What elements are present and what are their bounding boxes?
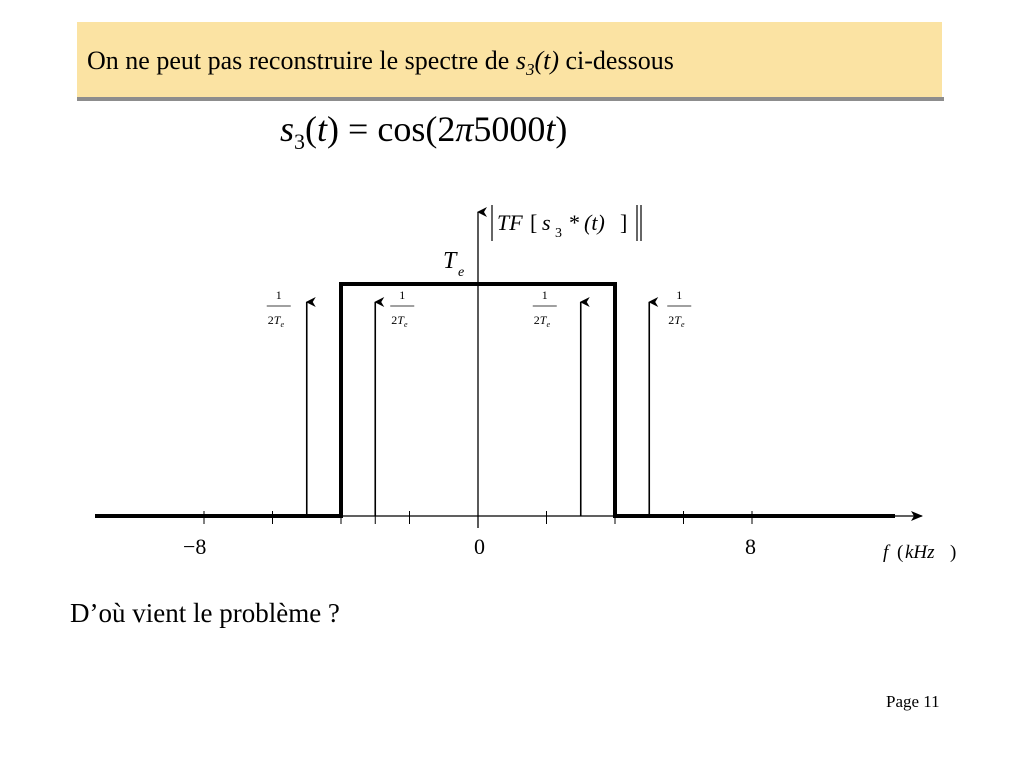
page-number: Page 11 <box>886 692 940 711</box>
svg-text:kHz: kHz <box>905 542 935 563</box>
svg-text:1: 1 <box>399 288 406 302</box>
svg-text:2Te: $2T_e$ <box>668 313 685 329</box>
svg-text:T: T <box>443 248 457 274</box>
x-tick-label: 0 <box>474 534 485 559</box>
svg-text:[: [ <box>530 210 538 235</box>
svg-text:e: e <box>458 265 465 280</box>
svg-text:f: f <box>883 542 889 563</box>
x-tick-label: −8 <box>183 534 207 559</box>
impulse-weight-label <box>267 288 291 329</box>
x-axis-label <box>883 542 956 563</box>
x-tick-label: 8 <box>745 534 756 559</box>
plateau-label <box>443 248 464 280</box>
svg-text:3: 3 <box>555 226 562 241</box>
svg-text:): ) <box>950 542 957 563</box>
svg-text:2Te: $2T_e$ <box>533 313 550 329</box>
signal-formula: $s_3(t) = \cos(2\pi 5000t)$ <box>280 109 568 155</box>
impulse-weight-label <box>533 288 557 329</box>
svg-text:*: * <box>569 210 580 235</box>
impulse-labels <box>267 288 692 329</box>
svg-text:1: 1 <box>541 288 548 302</box>
y-axis-label <box>492 205 641 241</box>
rect-spectrum <box>95 284 895 516</box>
svg-text:2Te: $2T_e$ <box>267 313 284 329</box>
svg-text:1: 1 <box>676 288 683 302</box>
question-text: D’où vient le problème ? <box>70 598 340 628</box>
slide-title: On ne peut pas reconstruire le spectre de $s_3(t)$ ci-dessous <box>87 46 674 80</box>
svg-text:]: ] <box>620 210 628 235</box>
impulse-weight-label <box>390 288 414 329</box>
svg-text:TF: TF <box>497 210 523 235</box>
impulse-weight-label <box>667 288 691 329</box>
svg-text:2Te: $2T_e$ <box>391 313 408 329</box>
svg-text:s: s <box>542 210 551 235</box>
svg-text:(: ( <box>897 542 904 563</box>
svg-text:1: 1 <box>275 288 282 302</box>
svg-text:(t): (t) <box>584 210 605 235</box>
